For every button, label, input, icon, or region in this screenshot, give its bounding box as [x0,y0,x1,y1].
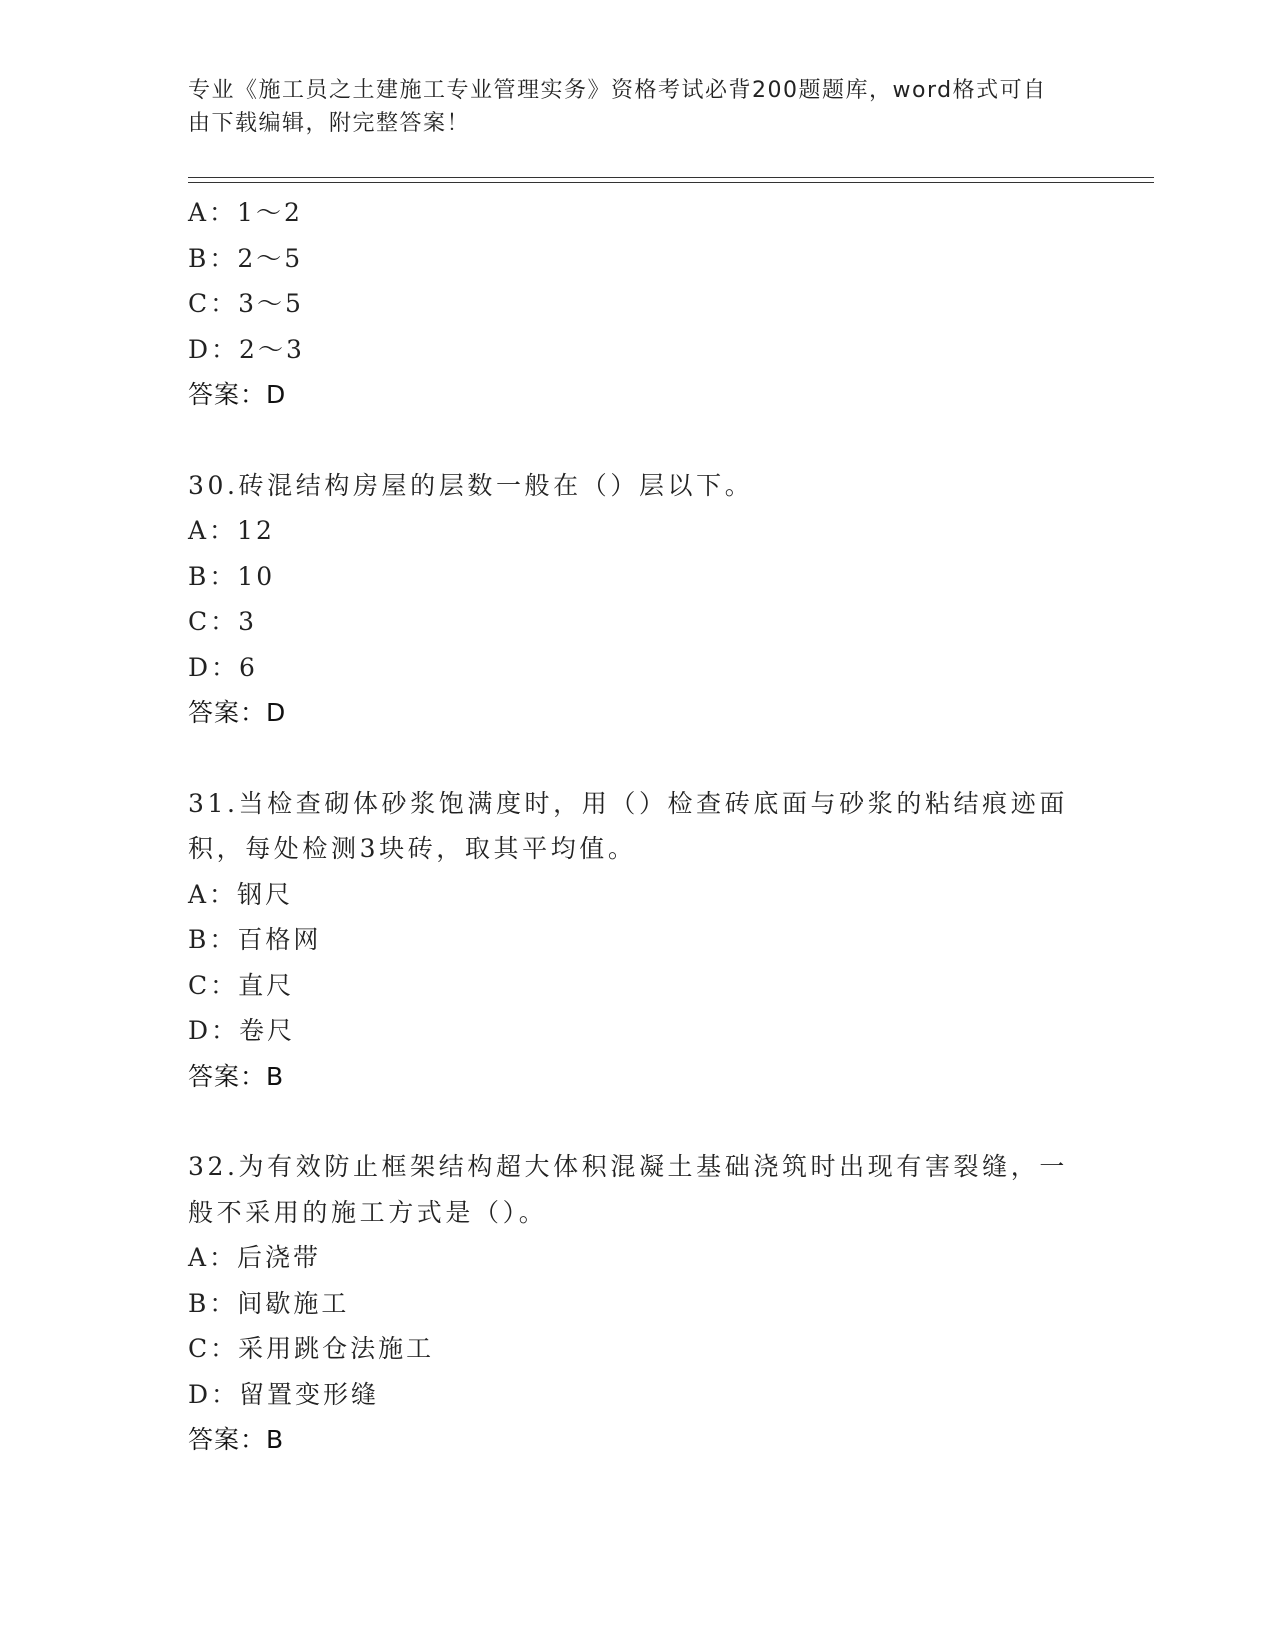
answer-line: 答案：D [188,698,287,727]
question-list [188,190,1068,1463]
spacer [188,418,1068,463]
option-d: D：留置变形缝 [188,1379,380,1409]
option-b: B：百格网 [188,925,322,954]
document-header: 专业《施工员之土建施工专业管理实务》资格考试必背200题题库，word格式可自由下载编辑，附完整答案！ [188,78,1047,136]
option-d: D：卷尺 [188,1016,296,1045]
option-a: A：12 [188,516,275,545]
option-b: B：10 [188,561,276,591]
question-block [188,463,1068,736]
question-text: 32.为有效防止框架结构超大体积混凝土基础浇筑时出现有害裂缝，一般不采用的施工方式是（）。 [188,1152,1068,1227]
option-a: A：1～2 [188,198,303,227]
option-a: A：钢尺 [188,879,294,909]
question-block [188,1144,1068,1463]
header-rule-bottom [188,182,1154,183]
spacer [188,736,1068,781]
option-d: D：6 [188,652,258,682]
option-c: C：直尺 [188,970,295,1000]
option-b: B：间歇施工 [188,1288,350,1318]
spacer [188,1099,1068,1144]
answer-line: 答案：B [188,1425,285,1454]
answer-line: 答案：B [188,1061,285,1091]
header-rule-top [188,177,1154,178]
question-text: 31.当检查砌体砂浆饱满度时，用（）检查砖底面与砂浆的粘结痕迹面积，每处检测3块砖，取其平均值。 [188,788,1068,863]
question-block [188,781,1068,1100]
option-d: D：2～3 [188,334,305,364]
option-c: C：3～5 [188,289,304,318]
option-c: C：3 [188,607,258,636]
option-c: C：采用跳仓法施工 [188,1334,435,1363]
question-text: 30.砖混结构房屋的层数一般在（）层以下。 [188,470,754,500]
option-a: A：后浇带 [188,1243,322,1272]
option-b: B：2～5 [188,243,304,273]
question-block [188,190,1068,418]
answer-line: 答案：D [188,380,287,409]
